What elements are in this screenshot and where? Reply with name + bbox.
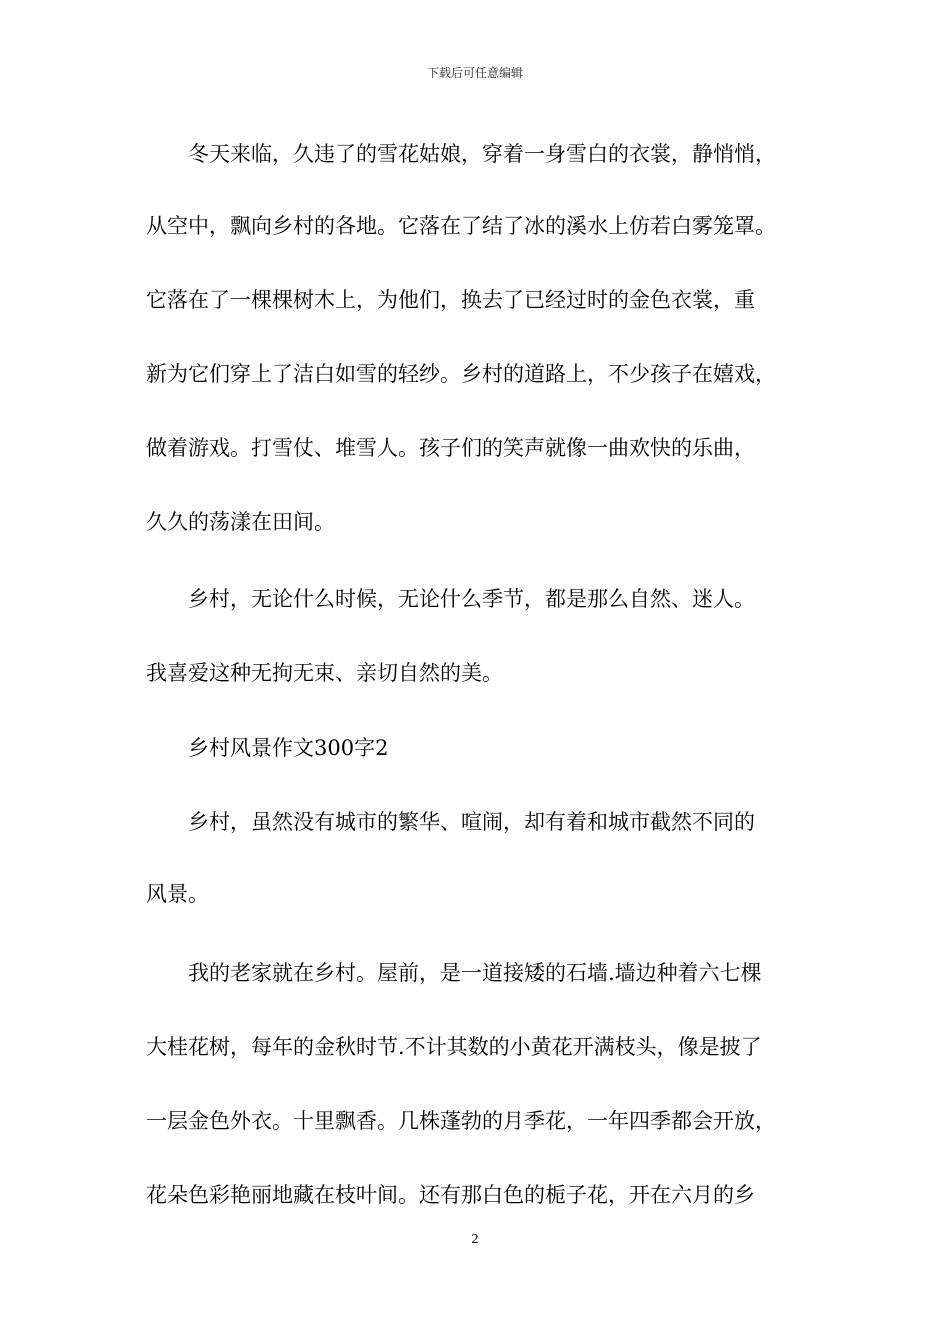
text-line: 久久的荡漾在田间。: [146, 510, 335, 534]
text-line: 我喜爱这种无拘无束、亲切自然的美。: [146, 661, 503, 685]
text-line: 我的老家就在乡村。屋前，是一道接矮的石墙.墙边种着六七棵: [146, 961, 762, 985]
text-line: 做着游戏。打雪仗、堆雪人。孩子们的笑声就像一曲欢快的乐曲，: [146, 436, 755, 460]
text-line: 一层金色外衣。十里飘香。几株蓬勃的月季花，一年四季都会开放，: [146, 1109, 776, 1133]
text-line: 它落在了一棵棵树木上，为他们，换去了已经过时的金色衣裳，重: [146, 288, 755, 312]
page-header: 下载后可任意编辑: [426, 66, 523, 80]
text-line: 乡村，无论什么时候，无论什么季节，都是那么自然、迷人。: [146, 587, 755, 611]
text-line: 花朵色彩艳丽地藏在枝叶间。还有那白色的栀子花，开在六月的乡: [146, 1183, 755, 1207]
page-number: 2: [471, 1232, 479, 1247]
text-line: 风景。: [146, 882, 209, 906]
section-heading: 乡村风景作文300字2: [146, 736, 389, 760]
text-line: 新为它们穿上了洁白如雪的轻纱。乡村的道路上，不少孩子在嬉戏，: [146, 362, 776, 386]
text-line: 乡村，虽然没有城市的繁华、喧闹，却有着和城市截然不同的: [146, 810, 755, 834]
text-line: 大桂花树，每年的金秋时节.不计其数的小黄花开满枝头，像是披了: [146, 1035, 762, 1059]
text-line: 冬天来临，久违了的雪花姑娘，穿着一身雪白的衣裳，静悄悄，: [146, 142, 776, 166]
text-line: 从空中，飘向乡村的各地。它落在了结了冰的溪水上仿若白雾笼罩。: [146, 214, 776, 238]
